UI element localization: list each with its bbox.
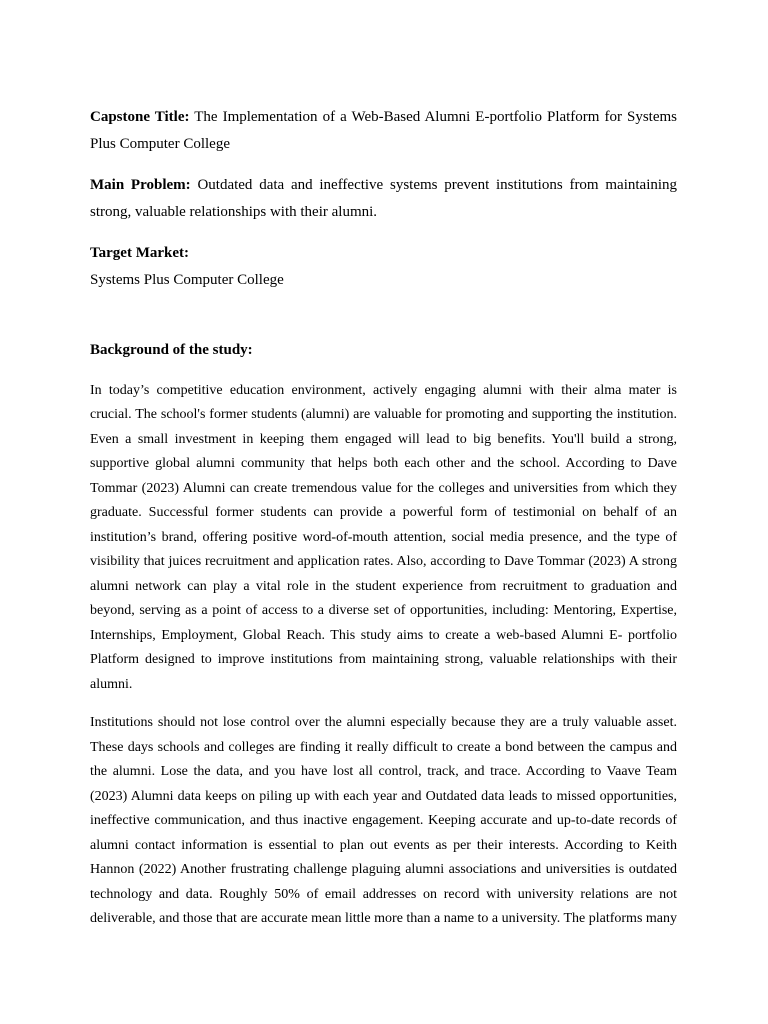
background-paragraph-1: In today’s competitive education environment, actively engaging alumni with their alma mater is crucial. The school's former students (alumni) are valuable for promoting and supporting the institution. Even a small investment in keeping them engaged will lead to big benefits. You'll build a strong, supportive global alumni community that helps both each other and the school. According to Dave Tommar (2023) Alumni can create tremendous value for the colleges and universities from which they graduate. Successful former students can provide a powerful form of testimonial on behalf of an institution’s brand, offering positive word-of-mouth attention, social media presence, and the type of visibility that juices recruitment and application rates. Also, according to Dave Tommar (2023) A strong alumni network can play a vital role in the student experience from recruitment to graduation and beyond, serving as a point of access to a diverse set of opportunities, including: Mentoring, Expertise, Internships, Employment, Global Reach. This study aims to create a web-based Alumni E- portfolio Platform designed to improve institutions from maintaining strong, valuable relationships with their alumni. — [90, 382, 677, 692]
main-problem-value: Outdated data and ineffective systems prevent institutions from maintaining strong, valuable relationships with their alumni. — [90, 177, 678, 220]
capstone-title-value: The Implementation of a Web-Based Alumni E-portfolio Platform for Systems Plus Computer College — [90, 109, 678, 152]
target-market-label: Target Market: — [90, 245, 189, 261]
main-problem-field — [90, 172, 677, 225]
background-heading: Background of the study: — [90, 342, 253, 358]
background-paragraph-2: Institutions should not lose control over the alumni especially because they are a truly valuable asset. These days schools and colleges are finding it really difficult to create a bond between the campus and the alumni. Lose the data, and you have lost all control, track, and trace. According to Vaave Team (2023) Alumni data keeps on piling up with each year and Outdated data leads to missed opportunities, ineffective communication, and thus inactive engagement. Keeping accurate and up-to-date records of alumni contact information is essential to plan out events as per their interests. According to Keith Hannon (2022) Another frustrating challenge plaguing alumni associations and universities is outdated technology and data. Roughly 50% of email addresses on record with university relations are not deliverable, and those that are accurate mean little more than a name to a university. The platforms many — [90, 715, 677, 926]
main-problem-label: Main Problem: — [90, 177, 191, 193]
capstone-title-label: Capstone Title: — [90, 109, 190, 125]
target-market-value: Systems Plus Computer College — [90, 271, 284, 288]
document-page — [90, 104, 677, 946]
capstone-title-field — [90, 104, 677, 157]
target-market-field — [90, 240, 677, 293]
